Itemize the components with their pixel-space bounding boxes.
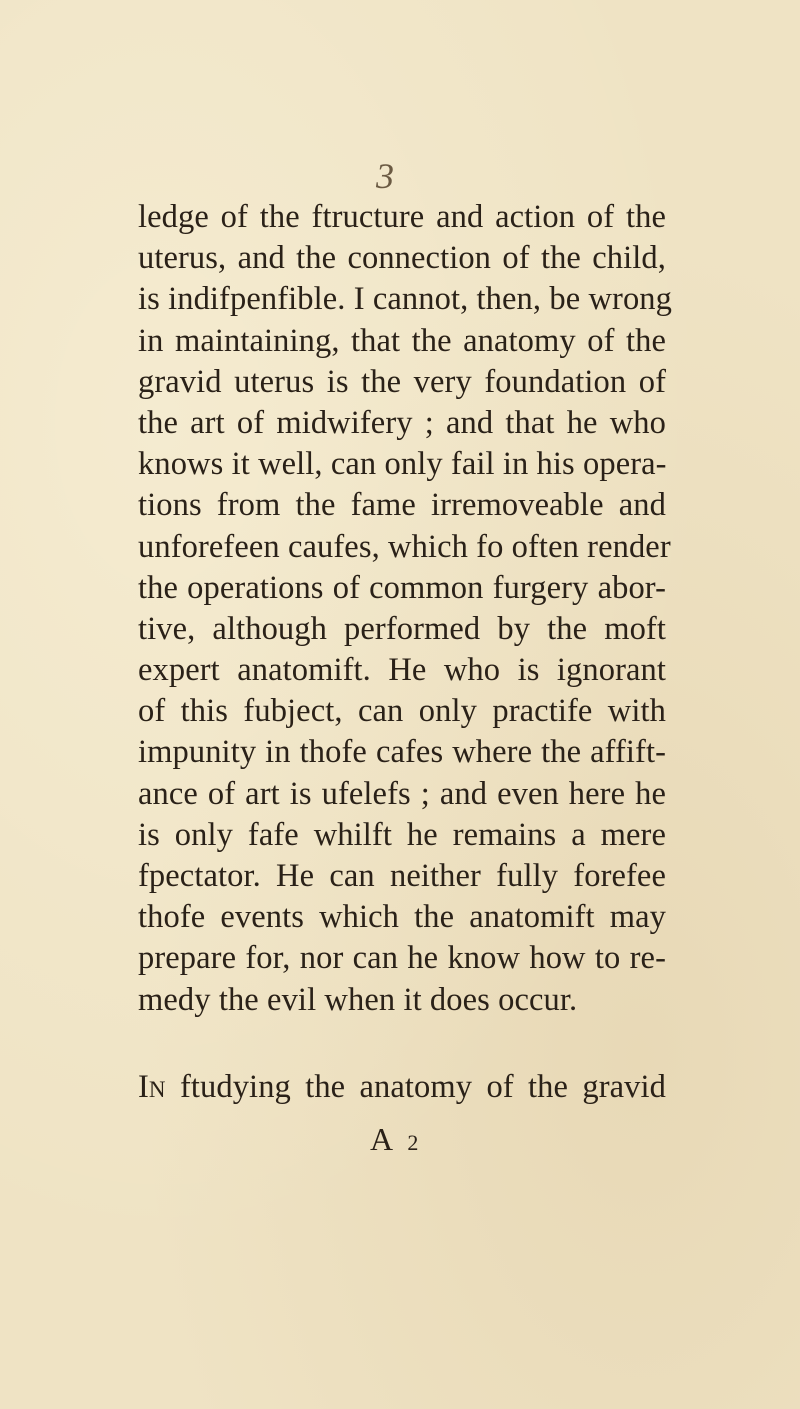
text-line: is only fafe whilft he remains a mere [138,816,666,853]
paragraph-gap [138,1021,666,1067]
text-line: is indifpenfible. I cannot, then, be wrong [138,281,672,318]
text-line: the operations of common furgery abor- [138,569,666,606]
signature-letter: A [370,1121,396,1157]
text-line: gravid uterus is the very foundation of [138,363,666,400]
text-line: impunity in thofe cafes where the affift- [138,734,666,771]
page-number: 3 [376,156,394,196]
text-line: tive, although performed by the moft [138,610,666,647]
text-line: of this fubject, can only practife with [138,693,666,730]
text-line: thofe events which the anatomift may [138,899,666,936]
paragraph-initial: In [138,1068,166,1105]
signature-number: 2 [407,1130,419,1155]
signature-mark [370,1123,418,1155]
paragraph-opening-text: ftudying the anatomy of the gravid [165,1068,666,1105]
text-line: uterus, and the connection of the child, [138,240,666,277]
text-line: tions from the fame irremoveable and [138,487,666,524]
text-line: medy the evil when it does occur. [138,981,578,1018]
text-line: the art of midwifery ; and that he who [138,404,666,441]
text-line: in maintaining, that the anatomy of the [138,322,666,359]
text-line: expert anatomift. He who is ignorant [138,652,666,689]
text-line: prepare for, nor can he know how to re- [138,940,666,977]
paragraph-opening-line [138,1067,666,1108]
body-text [138,197,672,1108]
text-line: ledge of the ftructure and action of the [138,199,666,235]
text-line: ance of art is ufelefs ; and even here he [138,775,666,812]
text-line: unforefeen caufes, which fo often render [138,528,671,565]
text-line: fpectator. He can neither fully forefee [138,858,666,894]
text-line: knows it well, can only fail in his opera- [138,446,667,483]
